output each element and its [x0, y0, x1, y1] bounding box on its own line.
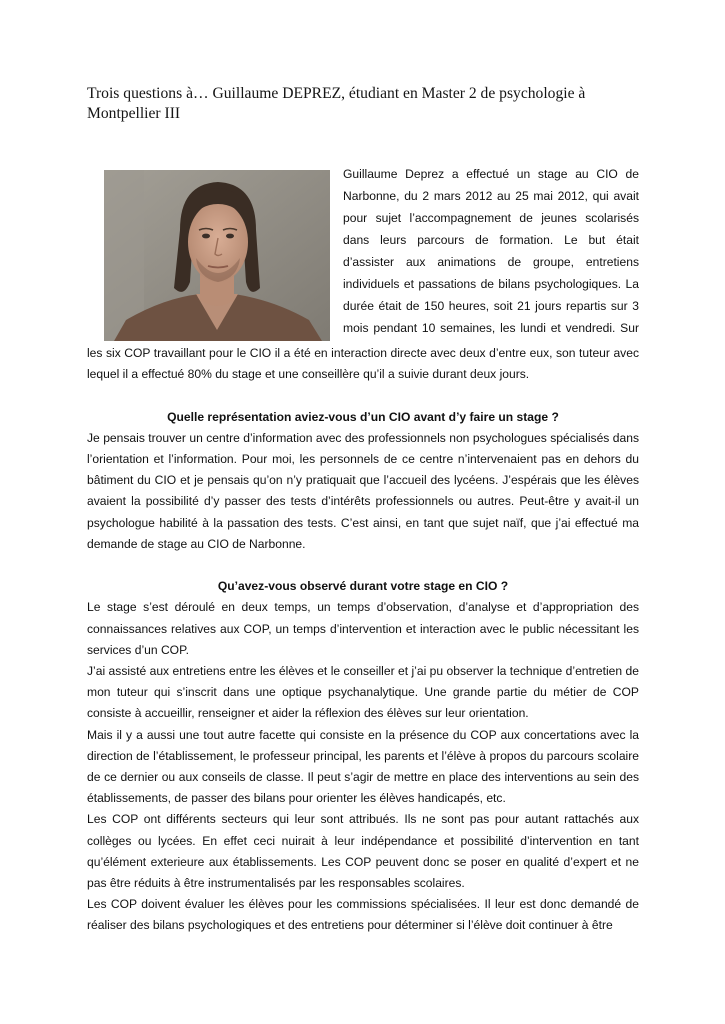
question-2-paragraph: J’ai assisté aux entretiens entre les élèves et le conseiller et j’ai pu observer la technique d’entretien de mon tuteur qui s’inscrit dans une optique psychanalytique. Une grande partie du métier de COP consiste à accueillir, renseigner et aider la réflexion des élèves sur leur orientation. — [87, 664, 639, 721]
question-2-heading: Qu’avez-vous observé durant votre stage en CIO ? — [217, 579, 509, 594]
spacer — [87, 385, 639, 406]
intro-line: durée était de 150 heures, soit 21 jours repartis sur 3 — [343, 299, 639, 313]
intro-line: dans leurs parcours de formation. Le but était — [343, 233, 639, 247]
intro-line: pour sujet l’accompagnement de jeunes scolarisés — [343, 211, 639, 225]
intro-line: individuels et passations de bilans psychologiques. La — [343, 277, 639, 291]
article-body — [87, 343, 639, 937]
intro-line: Narbonne, du 2 mars 2012 au 25 mai 2012, qui avait — [343, 189, 639, 203]
spacer — [87, 555, 639, 576]
intro-continuation: les six COP travaillant pour le CIO il a été en interaction directe avec deux d’entre eux, son tuteur avec lequel il a effectué 80% du stage et une conseillère qu’il a suivie durant deux jours. — [87, 346, 639, 382]
intro-paragraph-side — [343, 163, 639, 339]
question-1-answer: Je pensais trouver un centre d’information avec des professionnels non psychologues spécialisés dans l’orientation et l’information. Pour moi, les personnels de ce centre n’intervenaient pas en dehors du bâtiment du CIO et je pensais qu’on n’y pratiquait que l’accueil des lycéens. J’espérais que les élèves avaient la possibilité d’y passer des tests d’intérêts professionnels ou autres. Peut-être y avait-il un psychologue habilité à la passation des tests. C’est ainsi, en tant que sujet naïf, que j’ai effectué ma demande de stage au CIO de Narbonne. — [87, 430, 639, 551]
question-2-paragraph: Les COP ont différents secteurs qui leur sont attribués. Ils ne sont pas pour autant rattachés aux collèges ou lycées. En effet ceci nuirait à leur indépendance et possibilité d’intervention en tant qu’élément exterieure aux établissements. Les COP peuvent donc se poser en qualité d’expert et ne pas être réduits à être instrumentalisés par les responsables scolaires. — [87, 812, 639, 891]
intro-line: d’assister aux animations de groupe, entretiens — [343, 255, 639, 269]
intro-line: Guillaume Deprez a effectué un stage au CIO de — [343, 167, 639, 181]
question-2-paragraph: Mais il y a aussi une tout autre facette qui consiste en la présence du COP aux concertations avec la direction de l’établissement, le professeur principal, les parents et l’élève à propos du parcours scolaire de ce dernier ou aux conseils de classe. Il peut s’agir de mettre en place des interventions au sein des établissements, de passer des bilans pour orienter les élèves handicapés, etc. — [87, 727, 639, 806]
portrait-icon — [104, 170, 330, 341]
intro-line: mois pendant 10 semaines, les lundi et vendredi. Sur — [343, 321, 639, 335]
portrait-photo — [104, 170, 330, 341]
article-title: Trois questions à… Guillaume DEPREZ, étudiant en Master 2 de psychologie à Montpellier III — [87, 85, 586, 122]
question-1-heading: Quelle représentation aviez-vous d’un CIO avant d’y faire un stage ? — [167, 409, 559, 424]
question-2-paragraph: Le stage s’est déroulé en deux temps, un temps d’observation, d’analyse et d’appropriation des connaissances relatives aux COP, un temps d’intervention et interaction avec le public nécessitant les services d’un COP. — [87, 600, 639, 657]
question-2-paragraph: Les COP doivent évaluer les élèves pour les commissions spécialisées. Il leur est donc demandé de réaliser des bilans psychologiques et des entretiens pour déterminer si l’élève doit continuer à être — [87, 897, 639, 933]
